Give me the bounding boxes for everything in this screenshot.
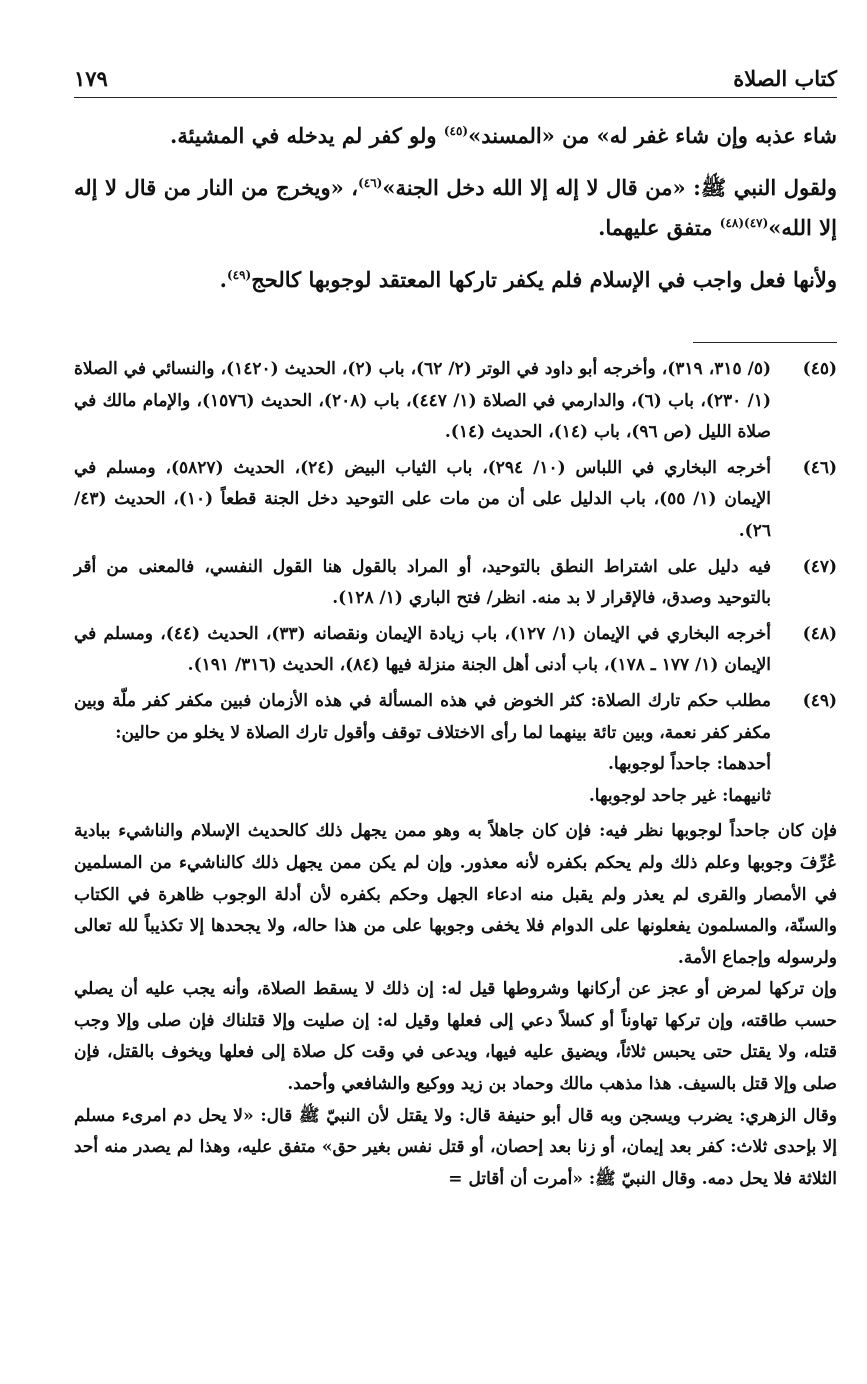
running-title: كتاب الصلاة: [733, 66, 837, 91]
footnote-45: [74, 354, 837, 449]
footnote-text: أخرجه البخاري في الإيمان (١/ ١٢٧)، باب زيادة الإيمان ونقصانه (٣٣)، الحديث (٤٤)، ومسلم في الإيمان (١/ ١٧٧ ـ ١٧٨)، باب أدنى أهل الجنة منزلة فيها (٨٤)، الحديث (٣١٦/ ١٩١).: [74, 623, 771, 676]
footnote-number: (٤٨): [802, 623, 837, 644]
main-paragraph-3: [74, 260, 837, 300]
sub-item-text: غير جاحد لوجوبها.: [588, 785, 723, 806]
footnote-49-body: [74, 686, 771, 812]
footnote-49: [74, 686, 837, 812]
footnote-text: أخرجه البخاري في اللباس (١٠/ ٢٩٤)، باب الثياب البيض (٢٤)، الحديث (٥٨٢٧)، ومسلم في الإيمان (١/ ٥٥)، باب الدليل على أن من مات على التوحيد دخل الجنة قطعاً (١٠)، الحديث (٤٣/ ٢٦).: [74, 457, 771, 541]
sub-item-label: أحدهما:: [716, 754, 771, 775]
footnote-sub-item-second: [74, 781, 771, 813]
footnote-49-continuation: [74, 816, 837, 1195]
main-paragraph-1: [74, 116, 837, 156]
main-paragraph-3-tail: .: [219, 267, 227, 292]
main-paragraph-2: [74, 168, 837, 248]
footnote-ref-46: (٤٦): [358, 176, 383, 190]
footnote-number: (٤٥): [802, 359, 837, 379]
footnote-paragraph-1: فإن كان جاحداً لوجوبها نظر فيه: فإن كان جاهلاً به وهو ممن يجهل ذلك كالحديث الإسلام والناشيء ببادية عُرِّفَ وجوبها وعلم ذلك ولم يحكم بكفره لأنه معذور. وإن لم يكن ممن يجهل ذلك كالناشيء من المسلمين في الأمصار والقرى لم يعذر ولم يقبل منه ادعاء الجهل وحكم بكفره لأن أدلة الوجوب ظاهرة في الكتاب والسنّة، والمسلمون يفعلونها على الدوام فلا يخفى وجوبها على من هذا حاله، ولا يجحدها إلا تكذيباً لله تعالى ولرسوله وإجماع الأمة.: [74, 821, 837, 968]
footnote-46: [74, 453, 837, 548]
footnote-text: مطلب حكم تارك الصلاة: كثر الخوض في هذه المسألة في هذه الأزمان فبين مكفر كفر ملّة وبين مكفر كفر نعمة، وبين تائة بينهما لما رأى الاختلاف توقف وأقول تارك الصلاة لا يخلو من حالين:: [74, 690, 771, 743]
main-paragraph-2-part3: متفق عليهما.: [598, 215, 720, 240]
footnotes: [74, 354, 837, 1195]
page-number: ١٧٩: [74, 66, 108, 91]
main-paragraph-3-text: ولأنها فعل واجب في الإسلام فلم يكفر تاركها المعتقد لوجوبها كالحج: [251, 267, 837, 292]
page-header: [74, 58, 837, 98]
sub-item-text: جاحداً لوجوبها.: [607, 754, 717, 775]
footnote-number: (٤٧): [802, 556, 837, 577]
footnote-separator: [693, 342, 837, 343]
footnote-ref-48: (٤٨): [719, 216, 745, 230]
sub-item-label: ثانيهما:: [722, 785, 771, 806]
footnote-paragraph-3: وقال الزهري: يضرب ويسجن وبه قال أبو حنيفة قال: ولا يقتل لأن النبيّ ﷺ قال: «لا يحل دم امرىء مسلم إلا بإحدى ثلاث: كفر بعد إيمان، أو زنا بعد إحصان، أو قتل نفس بغير حق» متفق عليه، وهذا لم يصدر منه أحد الثلاثة فلا يحل دمه. وقال النبيّ ﷺ: «أمرت أن أقاتل =: [74, 1105, 837, 1189]
main-paragraph-2-part2: ، «ويخرج من النار من قال لا إله إلا الله»: [74, 175, 837, 240]
footnote-number: (٤٦): [802, 457, 837, 478]
main-paragraph-1-tail: ولو كفر لم يدخله في المشيئة.: [170, 123, 444, 148]
footnote-ref-49: (٤٩): [226, 268, 252, 282]
footnote-ref-47: (٤٧): [744, 216, 769, 230]
main-paragraph-1-text: شاء عذبه وإن شاء غفر له» من «المسند»: [468, 123, 837, 148]
footnote-number: (٤٩): [802, 690, 837, 711]
footnote-ref-45: (٤٥): [443, 124, 469, 138]
footnote-text: (٥/ ٣١٥، ٣١٩)، وأخرجه أبو داود في الوتر (٢/ ٦٢)، باب (٢)، الحديث (١٤٢٠)، والنسائي في الصلاة (١/ ٢٣٠)، باب (٦)، والدارمي في الصلاة (١/ ٤٤٧)، باب (٢٠٨)، الحديث (١٥٧٦)، والإمام مالك في صلاة الليل (ص ٩٦)، باب (١٤)، الحديث (١٤).: [74, 359, 772, 443]
footnote-48: [74, 619, 837, 682]
footnote-text: فيه دليل على اشتراط النطق بالتوحيد، أو المراد بالقول هنا القول النفسي، فالمعنى من أقر بالتوحيد وصدق، فالإقرار لا بد منه. انظر/ فتح الباري (١/ ١٢٨).: [74, 556, 771, 609]
main-text: [74, 116, 837, 312]
main-paragraph-2-part1: ولقول النبي ﷺ: «من قال لا إله إلا الله دخل الجنة»: [382, 175, 837, 200]
footnote-47: [74, 552, 837, 615]
footnote-paragraph-2: وإن تركها لمرض أو عجز عن أركانها وشروطها قيل له: إن ذلك لا يسقط الصلاة، وأنه يجب عليه أن يصلي حسب طاقته، وإن تركها تهاوناً أو كسلاً دعي إلى فعلها وقيل له: إن صليت وإلا قتلناك فإن صلى وإلا وجب قتله، ولا يقتل حتى يحبس ثلاثاً، ويضيق عليه فيها، ويدعى في وقت كل صلاة إلى فعلها ويخوف بالقتل، فإن صلى وإلا قتل بالسيف. هذا مذهب مالك وحماد بن زيد ووكيع والشافعي وأحمد.: [74, 979, 837, 1095]
footnote-sub-item-first: [74, 749, 771, 781]
